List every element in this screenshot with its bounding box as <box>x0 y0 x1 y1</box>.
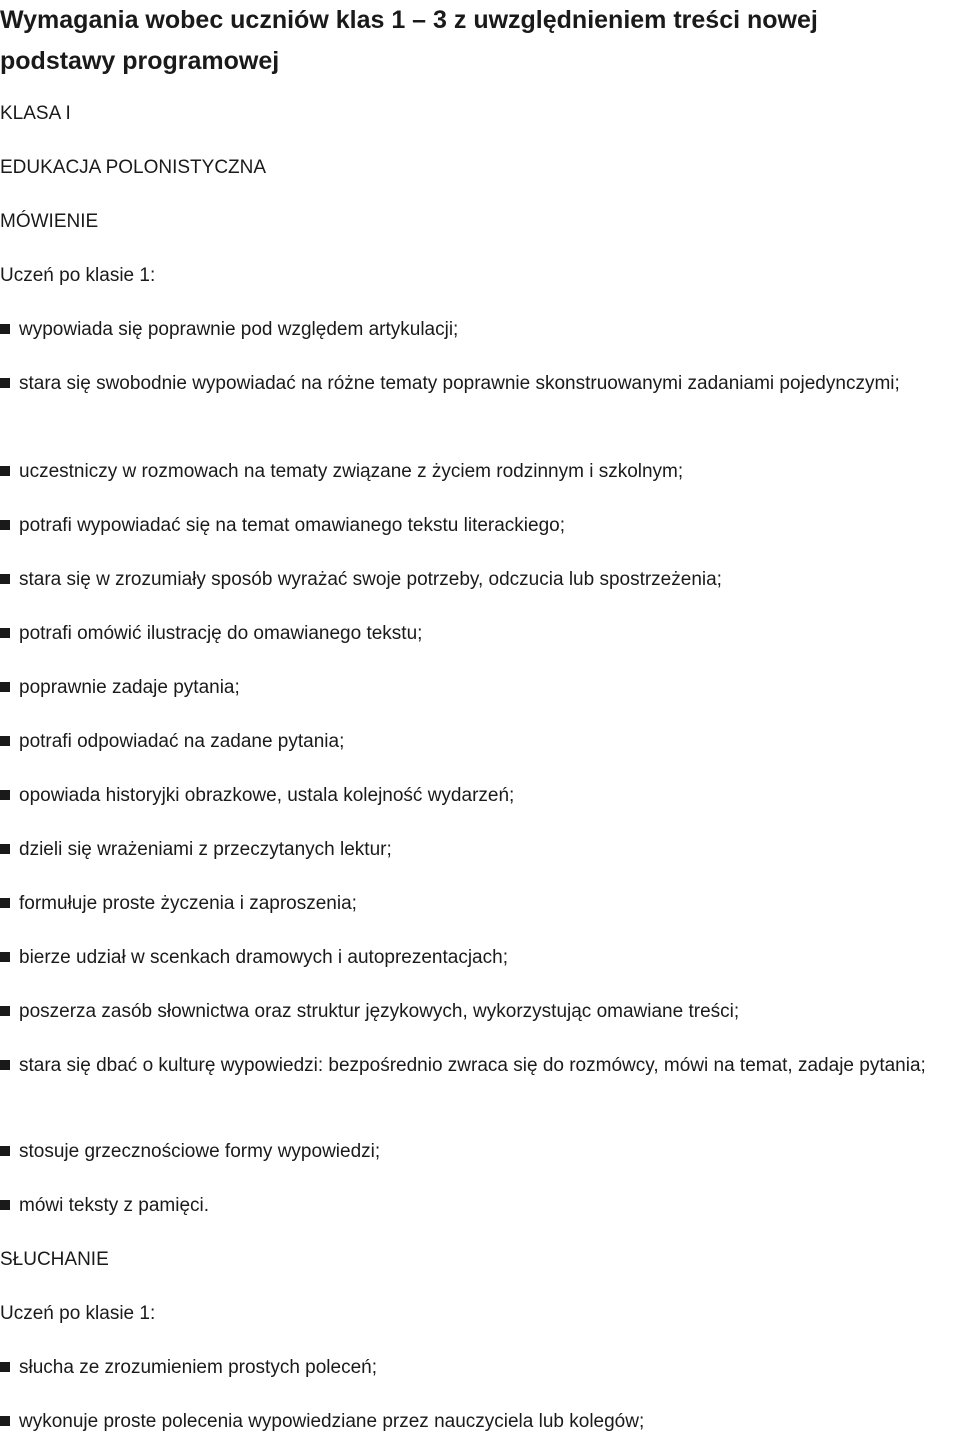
list-item: słucha ze zrozumieniem prostych poleceń; <box>0 1351 960 1385</box>
bullet-square-icon <box>0 952 10 962</box>
list-item: formułuje proste życzenia i zaproszenia; <box>0 887 960 921</box>
list-item: uczestniczy w rozmowach na tematy związane z życiem rodzinnym i szkolnym; <box>0 455 960 489</box>
list-item: poszerza zasób słownictwa oraz struktur językowych, wykorzystując omawiane treści; <box>0 995 960 1029</box>
list-item: wypowiada się poprawnie pod względem artykulacji; <box>0 313 960 347</box>
section-heading-speaking: MÓWIENIE <box>0 211 99 232</box>
subject-heading: EDUKACJA POLONISTYCZNA <box>0 157 267 178</box>
list-item: bierze udział w scenkach dramowych i autoprezentacjach; <box>0 941 960 975</box>
bullet-square-icon <box>0 682 10 692</box>
bullet-square-icon <box>0 898 10 908</box>
bullet-square-icon <box>0 1200 10 1210</box>
class-label: KLASA I <box>0 103 71 124</box>
list-item: dzieli się wrażeniami z przeczytanych lektur; <box>0 833 960 867</box>
bullet-square-icon <box>0 790 10 800</box>
section-intro-listening: Uczeń po klasie 1: <box>0 1303 156 1324</box>
bullet-square-icon <box>0 378 10 388</box>
list-item: stara się dbać o kulturę wypowiedzi: bezpośrednio zwraca się do rozmówcy, mówi na temat, zadaje pytania; <box>0 1049 960 1083</box>
bullet-square-icon <box>0 1060 10 1070</box>
list-item: opowiada historyjki obrazkowe, ustala kolejność wydarzeń; <box>0 779 960 813</box>
bullet-square-icon <box>0 1362 10 1372</box>
bullet-square-icon <box>0 1416 10 1426</box>
list-item: poprawnie zadaje pytania; <box>0 671 960 705</box>
bullet-square-icon <box>0 1146 10 1156</box>
bullet-square-icon <box>0 574 10 584</box>
bullet-square-icon <box>0 628 10 638</box>
list-item: potrafi omówić ilustrację do omawianego tekstu; <box>0 617 960 651</box>
list-item: stara się swobodnie wypowiadać na różne tematy poprawnie skonstruowanymi zadaniami pojedynczymi; <box>0 367 960 401</box>
bullet-square-icon <box>0 1006 10 1016</box>
bullet-square-icon <box>0 324 10 334</box>
list-item: potrafi odpowiadać na zadane pytania; <box>0 725 960 759</box>
list-item: mówi teksty z pamięci. <box>0 1189 960 1223</box>
list-item: stara się w zrozumiały sposób wyrażać swoje potrzeby, odczucia lub spostrzeżenia; <box>0 563 960 597</box>
bullet-square-icon <box>0 466 10 476</box>
bullet-square-icon <box>0 844 10 854</box>
list-item: potrafi wypowiadać się na temat omawianego tekstu literackiego; <box>0 509 960 543</box>
section-heading-listening: SŁUCHANIE <box>0 1249 109 1270</box>
list-item: stosuje grzecznościowe formy wypowiedzi; <box>0 1135 960 1169</box>
section-intro-speaking: Uczeń po klasie 1: <box>0 265 156 286</box>
bullet-square-icon <box>0 736 10 746</box>
bullet-square-icon <box>0 520 10 530</box>
list-item: wykonuje proste polecenia wypowiedziane przez nauczyciela lub kolegów; <box>0 1405 960 1432</box>
document-title: Wymagania wobec uczniów klas 1 – 3 z uwzględnieniem treści nowej podstawy programowej <box>0 6 818 75</box>
